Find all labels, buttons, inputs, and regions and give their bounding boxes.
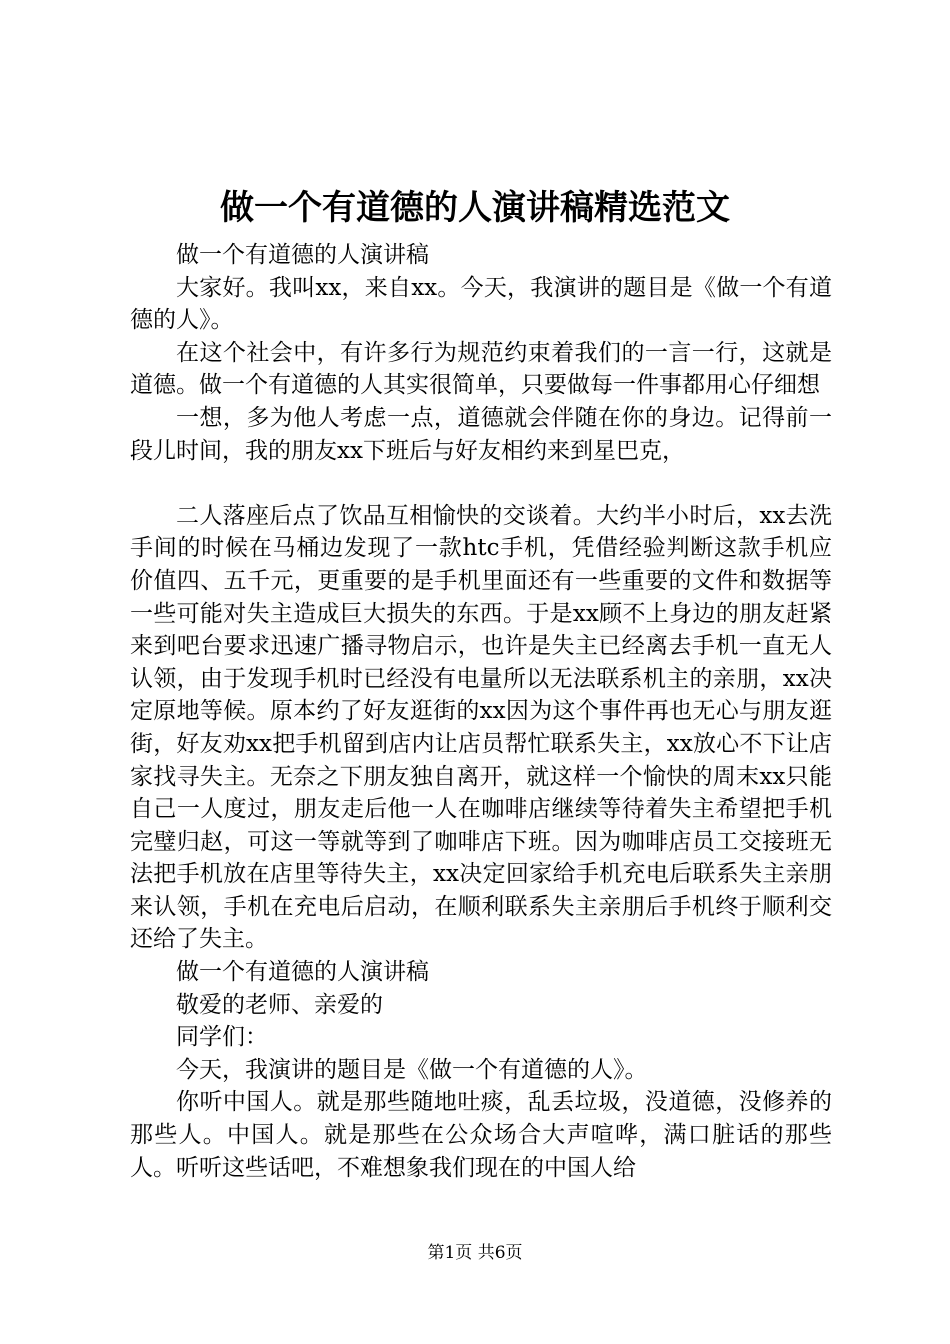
document-body xyxy=(130,239,832,1184)
paragraph-story: 二人落座后点了饮品互相愉快的交谈着。大约半小时后，xx去洗手间的时候在马桶边发现了一款htc手机，凭借经验判断这款手机应价值四、五千元，更重要的是手机里面还有一些重要的文件和数据等一些可能对失主造成巨大损失的东西。于是xx顾不上身边的朋友赶紧来到吧台要求迅速广播寻物启示，也许是失主已经离去手机一直无人认领，由于发现手机时已经没有电量所以无法联系机主的亲朋，xx决定原地等候。原本约了好友逛街的xx因为这个事件再也无心与朋友逛街，好友劝xx把手机留到店内让店员帮忙联系失主，xx放心不下让店家找寻失主。无奈之下朋友独自离开，就这样一个愉快的周末xx只能自己一人度过，朋友走后他一人在咖啡店继续等待着失主希望把手机完璧归赵，可这一等就等到了咖啡店下班。因为咖啡店员工交接班无法把手机放在店里等待失主，xx决定回家给手机充电后联系失主亲朋来认领，手机在充电后启动，在顺利联系失主亲朋后手机终于顺利交还给了失主。 xyxy=(130,502,832,953)
paragraph-salutation: 同学们： xyxy=(176,1024,268,1051)
paragraph: 你听中国人。就是那些随地吐痰，乱丢垃圾，没道德，没修养的那些人。中国人。就是那些在公众场合大声喧哗，满口脏话的那些人。听听这些话吧，不难想象我们现在的中国人给 xyxy=(130,1089,832,1181)
paragraph-subtitle: 做一个有道德的人演讲稿 xyxy=(176,242,429,268)
paragraph: 在这个社会中，有许多行为规范约束着我们的一言一行，这就是道德。做一个有道德的人其实很简单，只要做每一件事都用心仔细想 xyxy=(130,339,832,399)
paragraph-greeting: 大家好。我叫xx，来自xx。今天，我演讲的题目是《做一个有道德的人》。 xyxy=(130,274,832,334)
paragraph-salutation: 敬爱的老师、亲爱的 xyxy=(176,991,383,1018)
paragraph-subtitle: 做一个有道德的人演讲稿 xyxy=(176,959,429,986)
paragraph: 今天，我演讲的题目是《做一个有道德的人》。 xyxy=(176,1056,648,1083)
page-number-footer: 第1页 共6页 xyxy=(427,1243,523,1263)
paragraph: 一想，多为他人考虑一点，道德就会伴随在你的身边。记得前一段儿时间，我的朋友xx下班后与好友相约来到星巴克， xyxy=(130,404,832,464)
document-title: 做一个有道德的人演讲稿精选范文 xyxy=(220,188,730,228)
